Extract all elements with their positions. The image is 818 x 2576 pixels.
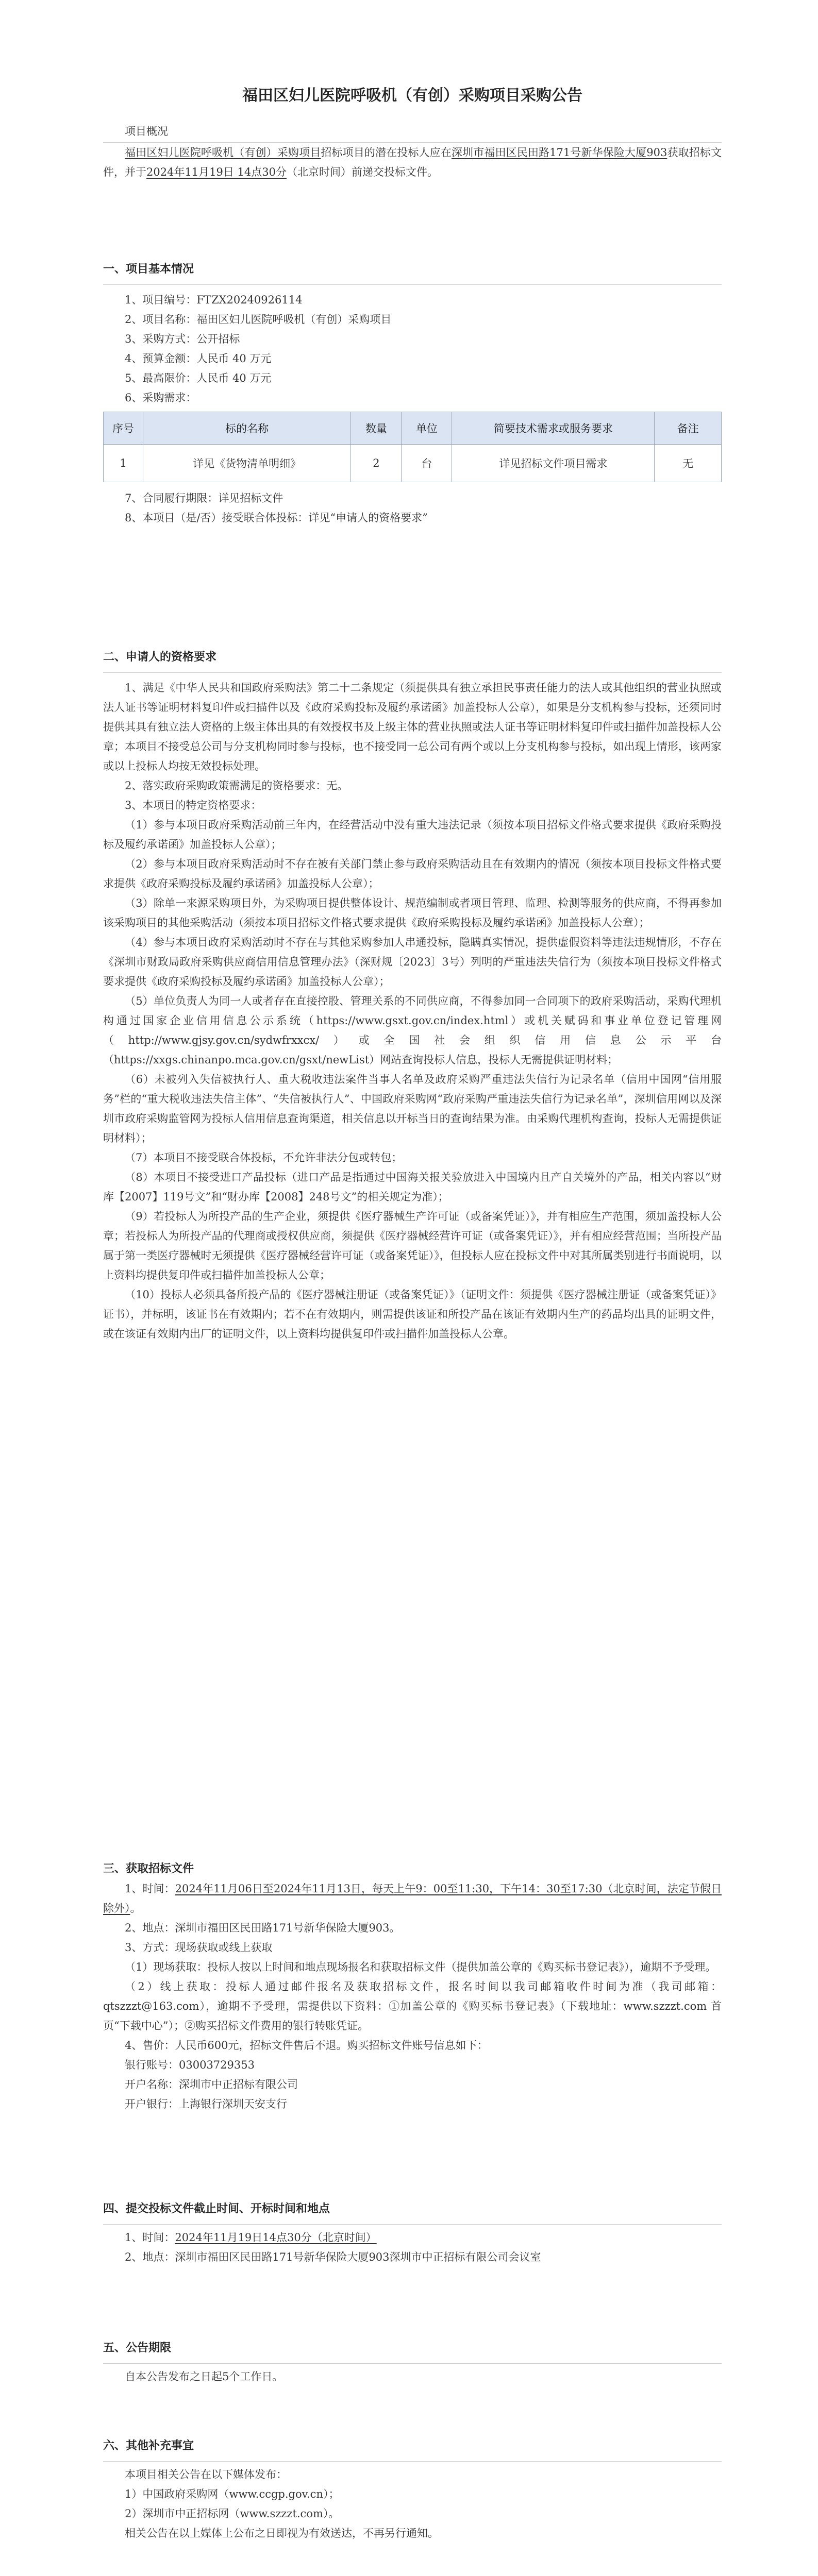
submission-time: [103, 2228, 722, 2247]
info-item: 8、本项目（是/否）接受联合体投标：详见“申请人的资格要求”: [125, 512, 428, 524]
qualification-para: 1、满足《中华人民共和国政府采购法》第二十二条规定（须提供具有独立承担民事责任能力的法人或其他组织的营业执照或法人证书等证明材料复印件或扫描件以及《政府采购投标及履约承诺函》加盖投标人公章），如果是分支机构参与投标，还须同时提供其具有独立法人资格的上级主体出具的有效授权书及上级主体的营业执照或法人证书等证明材料复印件或扫描件加盖投标人公章；本项目不接受总公司与分支机构同时参与投标，也不接受同一总公司有两个或以上分支机构参与投标，如出现上情形，该两家或以上投标人均按无效投标处理。: [103, 682, 722, 772]
section-heading: 三、获取招标文件: [103, 1862, 194, 1875]
project-name-link: 福田区妇儿医院呼吸机（有创）采购项目: [125, 146, 321, 159]
qualification-para: （8）本项目不接受进口产品投标（进口产品是指通过中国海关报关验放进入中国境内且产自关境外的产品，相关内容以“财库【2007】119号文”和“财办库【2008】248号文”的相关规定为准）；: [103, 1171, 722, 1203]
bank-name: 开户名称：深圳市中正招标有限公司: [125, 2078, 298, 2091]
overview-section: [103, 122, 722, 182]
section-submission: [103, 2200, 722, 2267]
table-cell: 详见《货物清单明细》: [143, 445, 351, 482]
section-basic-info: [103, 260, 722, 528]
bank-branch: 开户银行：上海银行深圳天安支行: [125, 2098, 287, 2110]
col-header: 标的名称: [143, 412, 351, 445]
submission-time-value: 2024年11月19日14点30分（北京时间）: [175, 2231, 377, 2244]
col-header: 单位: [402, 412, 452, 445]
table-row: [104, 445, 722, 482]
section-divider: [103, 284, 722, 285]
qualification-para: 3、本项目的特定资格要求：: [125, 799, 262, 811]
info-item: 6、采购需求：: [125, 392, 197, 404]
info-item: 4、预算金额：人民币 40 万元: [125, 352, 272, 365]
table-header-row: [104, 412, 722, 445]
section-obtain-documents: [103, 1860, 722, 2114]
overview-text-f: （北京时间）前递交投标文件。: [287, 166, 439, 178]
overview-text: [103, 143, 722, 182]
announcement-page: [103, 0, 722, 2539]
overview-heading: 项目概况: [125, 125, 168, 138]
obtain-time-end: 。: [130, 1902, 141, 1914]
info-item: 7、合同履行期限：详见招标文件: [125, 492, 283, 504]
section-divider: [103, 672, 722, 673]
table-cell: 2: [351, 445, 402, 482]
submission-place: 2、地点：深圳市福田区民田路171号新华保险大厦903深圳市中正招标有限公司会议室: [125, 2251, 541, 2263]
overview-text-d: 获取招标文件，并于: [103, 146, 722, 178]
table-cell: 1: [104, 445, 143, 482]
qualification-para: （7）本项目不接受联合体投标，不允许非法分包或转包；: [125, 1151, 403, 1164]
info-item: 1、项目编号：FTZX20240926114: [125, 294, 303, 306]
info-item: 2、项目名称：福田区妇儿医院呼吸机（有创）采购项目: [125, 313, 392, 326]
period-text: 自本公告发布之日起5个工作日。: [125, 2370, 283, 2383]
col-header: 简要技术需求或服务要求: [452, 412, 655, 445]
qualification-para: （3）除单一来源采购项目外，为采购项目提供整体设计、规范编制或者项目管理、监理、检测等服务的供应商，不得再参加该采购项目的其他采购活动（须按本项目招标文件格式要求提供《政府采购投标及履约承诺函》加盖投标人公章）；: [103, 897, 722, 929]
qualification-para: （4）参与本项目政府采购活动时不存在与其他采购参加人串通投标，隐瞒真实情况，提供虚假资料等违法违规情形，不存在《深圳市财政局政府采购供应商信用信息管理办法》（深财规〔2023〕3号）列明的严重违法失信行为（须按本项目投标文件格式要求提供《政府采购投标及履约承诺函》加盖投标人公章）；: [103, 936, 722, 988]
supplement-text: 1）中国政府采购网（www.ccgp.gov.cn）；: [125, 2488, 340, 2500]
section-qualification: [103, 648, 722, 1344]
table-cell: 详见招标文件项目需求: [452, 445, 655, 482]
document-location: 深圳市福田区民田路171号新华保险大厦903: [451, 146, 667, 159]
obtain-price: 4、售价：人民币600元，招标文件售后不退。购买招标文件账号信息如下：: [125, 2039, 488, 2052]
supplement-text: 2）深圳市中正招标网（www.szzzt.com）。: [125, 2507, 340, 2520]
obtain-time-label: 1、时间：: [125, 1883, 175, 1895]
col-header: 备注: [655, 412, 722, 445]
section-divider: [103, 2224, 722, 2225]
section-divider: [103, 2363, 722, 2364]
section-supplement: [103, 2437, 722, 2543]
section-divider: [103, 2461, 722, 2462]
section-heading: 五、公告期限: [103, 2341, 172, 2354]
qualification-para: （6）未被列入失信被执行人、重大税收违法案件当事人名单及政府采购严重违法失信行为记录名单（信用中国网“信用服务”栏的“重大税收违法失信主体”、“失信被执行人”、中国政府采购网“政府采购严重违法失信行为记录名单”，深圳信用网以及深圳市政府采购监管网为投标人信用信息查询渠道，相关信息以开标当日的查询结果为准。由采购代理机构查询，投标人无需提供证明材料）；: [103, 1073, 722, 1144]
qualification-para: （10）投标人必须具备所投产品的《医疗器械注册证（或备案凭证）》（证明文件：须提供《医疗器械注册证（或备案凭证）》证书），并标明，该证书在有效期内；若不在有效期内，则需提供该证和所投产品在该证有效期内生产的药品均出具的证明文件，或在该证有效期内出厂的证明文件，以上资料均提供复印件或扫描件加盖投标人公章。: [103, 1289, 722, 1340]
obtain-time: [103, 1879, 722, 1918]
table-cell: 台: [402, 445, 452, 482]
section-period: [103, 2339, 722, 2386]
qualification-para: （5）单位负责人为同一人或者存在直接控股、管理关系的不同供应商，不得参加同一合同项下的政府采购活动，采购代理机构通过国家企业信用信息公示系统（https://www.gsxt.gov.cn/index.html）或机关赋码和事业单位登记管理网（http://www.gjsy.gov.cn/sydwfrxxcx/）或全国社会组织信用信息公示平台（https://xxgs.chinanpo.mca.gov.cn/gsxt/newList）网站查询投标人信息，投标人无需提供证明材料；: [103, 995, 722, 1066]
obtain-place: 2、地点：深圳市福田区民田路171号新华保险大厦903。: [125, 1922, 400, 1934]
section-heading: 四、提交投标文件截止时间、开标时间和地点: [103, 2202, 330, 2215]
col-header: 数量: [351, 412, 402, 445]
section-heading: 一、项目基本情况: [103, 262, 194, 276]
deadline-time: 2024年11月19日 14点30分: [146, 166, 287, 178]
bank-account: 银行账号：03003729353: [125, 2059, 255, 2071]
submission-time-label: 1、时间：: [125, 2231, 175, 2244]
obtain-online: （2）线上获取：投标人通过邮件报名及获取招标文件，报名时间以我司邮箱收件时间为准（我司邮箱：qtszzzt@163.com），逾期不予受理，需提供以下资料：①加盖公章的《购买标书登记表》（下载地址：www.szzzt.com 首页“下载中心”）；②购买招标文件费用的银行转账凭证。: [103, 1980, 722, 2032]
obtain-time-value: 2024年11月06日至2024年11月13日，每天上午9：00至11:30，下午14：30至17:30（北京时间，法定节假日除外）: [103, 1883, 722, 1914]
info-item: 5、最高限价：人民币 40 万元: [125, 372, 272, 384]
table-cell: 无: [655, 445, 722, 482]
section-heading: 六、其他补充事宜: [103, 2439, 194, 2452]
overview-text-b: 招标项目的潜在投标人应在: [321, 146, 452, 159]
col-header: 序号: [104, 412, 143, 445]
qualification-para: （1）参与本项目政府采购活动前三年内，在经营活动中没有重大违法记录（须按本项目招标文件格式要求提供《政府采购投标及履约承诺函》加盖投标人公章）；: [103, 819, 722, 851]
qualification-para: （2）参与本项目政府采购活动时不存在被有关部门禁止参与政府采购活动且在有效期内的情况（须按本项目投标文件格式要求提供《政府采购投标及履约承诺函》加盖投标人公章）；: [103, 858, 722, 890]
supplement-text: 本项目相关公告在以下媒体发布：: [125, 2468, 287, 2481]
supplement-text: 相关公告在以上媒体上公布之日即视为有效送达，不再另行通知。: [125, 2527, 439, 2539]
qualification-para: 2、落实政府采购政策需满足的资格要求：无。: [125, 779, 348, 792]
obtain-onsite: （1）现场获取：投标人按以上时间和地点现场报名和获取招标文件（提供加盖公章的《购买标书登记表》），逾期不予受理。: [125, 1961, 716, 1973]
info-item: 3、采购方式：公开招标: [125, 333, 240, 345]
section-heading: 二、申请人的资格要求: [103, 650, 217, 664]
procurement-table: [103, 412, 722, 482]
qualification-para: （9）若投标人为所投产品的生产企业，须提供《医疗器械生产许可证（或备案凭证）》，并有相应生产范围，须加盖投标人公章；若投标人为所投产品的代理商或授权供应商，须提供《医疗器械经营许可证（或备案凭证）》，并有相应经营范围；当所投产品属于第一类医疗器械时无须提供《医疗器械经营许可证（或备案凭证）》，但投标人应在投标文件中对其所属类别进行书面说明，以上资料均提供复印件或扫描件加盖投标人公章；: [103, 1210, 722, 1281]
obtain-method: 3、方式：现场获取或线上获取: [125, 1941, 273, 1954]
page-title: 福田区妇儿医院呼吸机（有创）采购项目采购公告: [242, 87, 582, 105]
